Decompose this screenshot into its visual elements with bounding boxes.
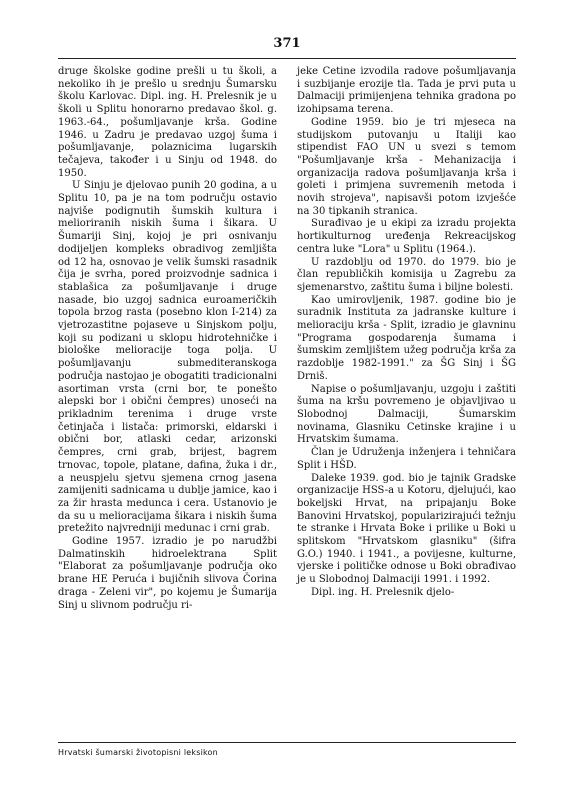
page-number: 371: [273, 36, 301, 51]
paragraph: druge školske godine prešli u tu školi, a nekoliko ih je prešlo u srednju Šumarsku školu Karlovac. Dipl. ing. H. Prelesnik je u školi u Splitu honorarno predavao škol. g. 1963.-64., pošumljavanje krša. Godine 1946. u Zadru je predavao uzgoj šuma i pošumljavanje, polaznicima lugarskih tečajeva, također i u Sinju od 1948. do 1950.: [58, 66, 277, 179]
paragraph: Godine 1957. izradio je po narudžbi Dalmatinskih hidroelektrana Split "Elaborat za pošumljavanje područja oko brane HE Peruća i bujičnih slivova Čorina draga - Zeleni vir", po kojemu je Šumarija Sinj u slivnom području ri-: [58, 536, 277, 611]
left-column: [58, 66, 277, 612]
paragraph: jeke Cetine izvodila radove pošumljavanja i suzbijanje erozije tla. Tada je prvi puta u Dalmaciji primijenjena tehnika gradona po izohipsama terena.: [297, 66, 516, 116]
paragraph: Član je Udruženja inženjera i tehničara Split i HŠD.: [297, 447, 516, 471]
paragraph: Dipl. ing. H. Prelesnik djelo-: [311, 586, 455, 598]
paragraph: U Sinju je djelovao punih 20 godina, a u Splitu 10, pa je na tom području ostavio najviše podignutih šumskih kultura i melioriranih niskih šuma i šikara. U Šumariji Sinj, kojoj je pri osnivanju dodijeljen kompleks obradivog zemljišta od 12 ha, osnovao je velik šumski rasadnik čija je svrha, pored proizvodnje sadnica i stablašica za pošumljavanje i druge nasade, bio uzgoj sadnica euroameričkih topola brzog rasta (posebno klon I-214) za vjetrozastitne pojaseve u Sinjskom polju, koji su podizani u sklopu hidrotehničke i biološke melioracije toga polja. U pošumljavanju submediteranskoga područja nastojao je obogatiti tradicionalni asortiman vrsta (crni bor, te ponešto alepski bor i obični čempres) unoseći na prikladnim terenima i druge vrste četinjača i listača: primorski, eldarski i obični bor, atlaski cedar, arizonski čempres, crni grab, brijest, bagrem trnovac, topole, platane, dafina, žuka i dr., a neuspjelu sjetvu sjemena crnog jasena zamijeniti sadnicama u dublje jamice, kao i za žir hrasta medunca i cera. Ustanovio je da su u melioracijama šikara i niskih šuma pretežito najvredniji medunac i crni grab.: [58, 180, 277, 535]
top-rule: [58, 58, 516, 59]
paragraph: Kao umirovljenik, 1987. godine bio je suradnik Instituta za jadranske kulture i melioraciju krša - Split, izradio je glavninu "Programa gospodarenja šumama i šumskim zemljištem užeg područja krša za razdoblje 1982-1991." za ŠG Sinj i ŠG Drniš.: [297, 294, 516, 382]
right-column: [297, 66, 516, 600]
bottom-rule: [58, 742, 516, 743]
paragraph: Napise o pošumljavanju, uzgoju i zaštiti šuma na kršu povremeno je objavljivao u Slobodnoj Dalmaciji, Šumarskim novinama, Glasniku Cetinske krajine i u Hrvatskim šumama.: [297, 383, 516, 446]
paragraph: Surađivao je u ekipi za izradu projekta hortikulturnog uređenja Rekreacijskog centra luke "Lora" u Splitu (1964.).: [297, 218, 516, 255]
paragraph: Daleke 1939. god. bio je tajnik Gradske organizacije HSS-a u Kotoru, djelujući, kao bokeljski Hrvat, na pripajanju Boke Banovini Hrvatskoj, popularizirajući težnju te stranke i Hrvata Boke i prilike u Boki u splitskom "Hrvatskom glasniku" (šifra G.O.) 1940. i 1941., a povijesne, kulturne, vjerske i političke odnose u Boki obrađivao je u Slobodnoj Dalmaciji 1991. i 1992.: [297, 472, 516, 586]
paragraph: Godine 1959. bio je tri mjeseca na studijskom putovanju u Italiji kao stipendist FAO UN u svezi s temom "Pošumljavanje krša - Mehanizacija i organizacija radova pošumljavanja krša i goleti i primjena suvremenih metoda i novih strojeva", napisavši potom izvješće na 30 tipkanih stranica.: [297, 116, 516, 217]
paragraph: U razdoblju od 1970. do 1979. bio je član republičkih komisija u Zagrebu za sjemenarstvo, zaštitu šuma i biljne bolesti.: [297, 256, 516, 293]
footer-title: Hrvatski šumarski životopisni leksikon: [58, 748, 218, 757]
